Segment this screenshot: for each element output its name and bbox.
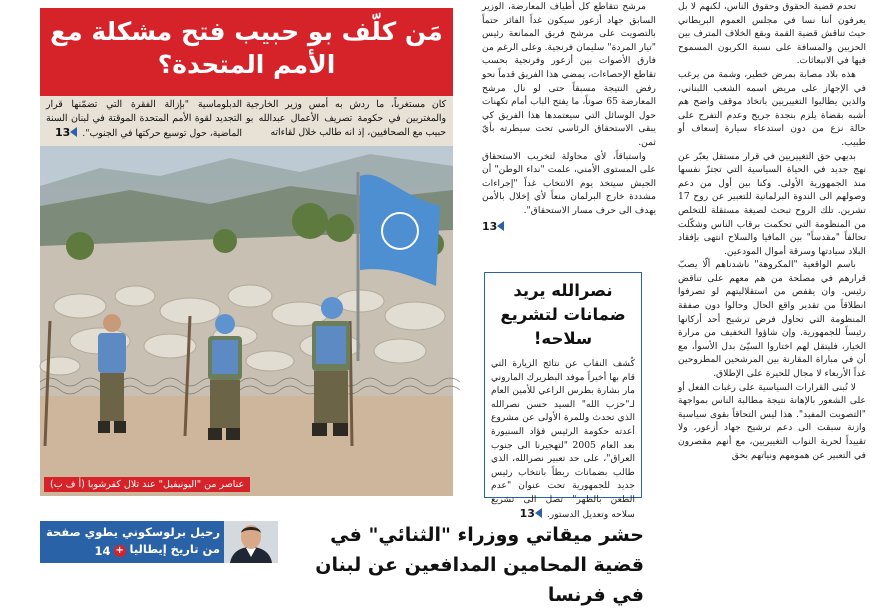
box-page-ref[interactable] bbox=[520, 507, 544, 520]
middle-paragraph: واستباقاً، لأي محاولة لتخريب الاستحقاق على المستوى الأمني، علمت "نداء الوطن" أن الجيش سيتخذ يوم الانتخاب غداً "إجراءات مشددة خارج البرلمان منعاً لأي إخلال بالأمن يهدف الى حرف مسار الاستحقاق". bbox=[482, 150, 656, 216]
arrow-left-icon bbox=[497, 221, 504, 231]
box-body bbox=[491, 357, 635, 521]
hero-headline[interactable]: مَن كلّف بو حبيب فتح مشكلة مع الأمم المتحدة؟ bbox=[40, 8, 453, 96]
middle-article-column bbox=[480, 0, 656, 250]
box-body-text: كُشف النقاب عن نتائج الزيارة التي قام بها أخيراً موفد البطريرك الماروني مار بشارة بطرس الراعي للأمين العام لـ"حزب الله" السيد حسن نصرالله الذي تحدث وللمرة الأولى عن مشروع أعدته حكومة الرئيس فؤاد السنيورة بعد العام 2005 "لتهجيرنا الى جنوب العراق"، على حد تعبير نصرالله، الذي طالب بضمانات ربطاً بانتخاب رئيس جديد للجمهورية تحت عنوان "عدم الطعن بالظهر" تصل الى تشريع سلاحه وتعديل الدستور. bbox=[491, 358, 635, 520]
right-paragraph: بديهي حق التغييريين في قرار مستقل يعبّر عن نهج جديد في الحياة السياسية التي تجتزّ نفسها منذ الجمهورية الأولى. وكنا بين أول من دعم وصولهم الى الندوة البرلمانية للتعبير عن روح 17 تشرين. تلك الروح تبحث لصيغة مستقلة للتخلص من المنظومة التي تحكمت برقاب الناس وشكّلت تحالفاً "مقدساً" بين المافيا والسلاح انتهى بإفقاد البلاد سيادتها وسرقة أموال المودعين. bbox=[678, 150, 866, 257]
hero-story bbox=[40, 8, 453, 496]
page-number: 13 bbox=[54, 126, 71, 139]
hero-page-ref[interactable] bbox=[55, 126, 79, 139]
right-paragraph: لا تُبنى القرارات السياسية على رغبات الفعل أو على الشعور بالإهانة نتيجة مطالبة الناس بمواجهة "التصويت المفيد". هذا ليس التحاقاً بقوى سياسية وازنة سبقت الى دعم ترشيح جهاد أزعور، ولا تقييداً لحرية النواب التغييريين، مع أنهم مقصرون في التعبير عن همومهم ونياتهم بحق bbox=[678, 381, 866, 461]
hero-intro-left bbox=[46, 98, 242, 141]
box-headline[interactable]: نصرالله يريد ضمانات لتشريع سلاحه! bbox=[500, 281, 626, 348]
page-number: 14 bbox=[94, 543, 111, 558]
promo-text bbox=[46, 524, 220, 560]
portrait-photo bbox=[224, 521, 278, 563]
right-paragraph: تحدم قضية الحقوق وحقوق الناس، لكنهم لا بل يعرفون أننا نسا في مجلس العموم البريطاني حيث تناقش قضية القمة وبقع الخلاف المترف بين الحزبين والمسافة على نسبة الكربون المسموح فيها في الانبعاثات. bbox=[678, 1, 866, 67]
page-number: 13 bbox=[482, 219, 498, 233]
arrow-left-icon bbox=[535, 508, 542, 518]
arrow-left-icon bbox=[70, 127, 77, 137]
hero-intro-left-text: الدبلوماسية "بإزالة الفقرة التي تضمّنها قرار التجديد لقوة الأمم المتحدة الموقتة في لبنان السنة الماضية، حول توسيع حركتها في الجنوب". bbox=[46, 99, 242, 139]
middle-page-ref[interactable] bbox=[482, 220, 656, 234]
promo-page-ref bbox=[95, 543, 126, 560]
page-number: 13 bbox=[519, 506, 535, 520]
right-paragraph: هذه بلاد مصابة بمرض خطير، وشمة من يرغب في الإجهاز على مريض اسمه الشعب اللبناني، والذين يطالبوا التغييريين باتخاذ موقف واضح هم أشبه بقضاة يلزم بنجدة جريح وعدم التفرج على حالة نزع من دون استدعاء سيارة إسعاف أو طبيب. bbox=[678, 68, 866, 148]
right-article-column bbox=[676, 0, 870, 570]
promo-title: رحيل برلوسكوني يطوي صفحة من تاريخ إيطاليا bbox=[46, 525, 220, 556]
boxed-story bbox=[484, 272, 642, 520]
unifil-photo bbox=[40, 146, 453, 496]
plus-icon: + bbox=[115, 545, 124, 556]
right-paragraph: باسم الواقعية "المكروهة" ناشدناهم ألّا يصبّ قرارهم في مصلحة من هم معهم على تناقض رئيس. وان يقفص من استقلاليتهم لو تصرفوا انطلاقاً من تقدير واقع الحال وحالوا دون صفقة المنظومة التي تحاول فرض ترشيح أحد أركانها رئيساً للجمهورية. وإن شاؤوا التخفيف من مرارة الخيار، فليتقل لهم اختاروا السيّئ بدل الأسوأ، مع أن في مباراة المقارنة بين المرشحين المطروحين غداً الأربعاء لا مجال للحيرة على الإطلاق. bbox=[678, 259, 866, 380]
hero-intro-right: كان مستغرباً، ما ردش به أمس وزير الخارجية والمغتربين في حكومة تصريف الأعمال عبدالله بو حبيب مع الصحافيين، إذ انه طالب خلال لقاءاته bbox=[246, 99, 446, 138]
bottom-headline[interactable]: حشر ميقاتي ووزراء "الثنائي" في قضية المحامين المدافعين عن لبنان في فرنسا bbox=[315, 524, 644, 606]
berlusconi-promo[interactable] bbox=[40, 521, 278, 563]
middle-paragraph: مرشح تتقاطع كل أطياف المعارضة، الوزير السابق جهاد أزعور سيكون غداً الفائز حتماً بالتصويت على مرشح فريق الممانعة رئيس "تيار المردة" سليمان فرنجية. وعلى الرغم من فارق الأصوات بين أزعور وفرنجية بحسب تقاطع الإحصاءات، يمضي هذا الفريق قدماً نحو رفض النتيجة مسبقاً حتى لو نال مرشح المعارضة 65 صوتاً، ما يفتح الباب أمام تكهنات حول الوسائل التي سيعتمدها هذا الفريق كي يبقى الاستحقاق الرئاسي تحت سيطرته بأيّ ثمن. bbox=[482, 1, 656, 148]
photo-caption: عناصر من "اليونيفيل" عند تلال كفرشوبا (أ ف ب) bbox=[44, 477, 250, 492]
